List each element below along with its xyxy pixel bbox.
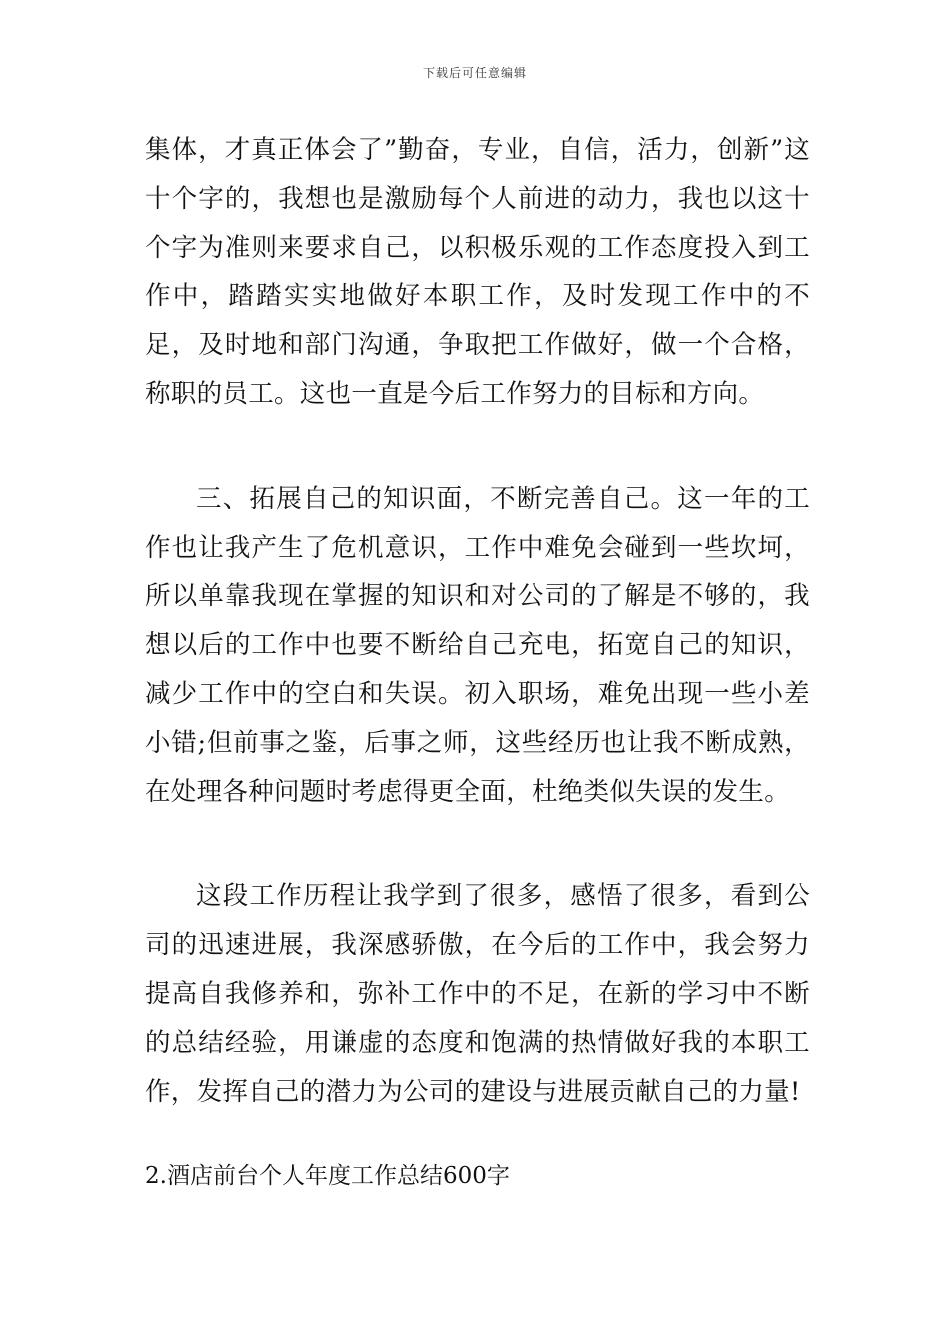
- section-heading: 2.酒店前台个人年度工作总结600字: [145, 1163, 510, 1190]
- paragraph-closing: 这段工作历程让我学到了很多，感悟了很多，看到公司的迅速进展，我深感骄傲，在今后的工作中，我会努力提高自我修养和，弥补工作中的不足，在新的学习中不断的总结经验，用谦虚的态度和饱满的热情做好我的本职工作，发挥自己的潜力为公司的建设与进展贡献自己的力量!: [145, 881, 810, 1107]
- page-header-note: 下载后可任意编辑: [422, 66, 527, 80]
- paragraph-section-three: 三、拓展自己的知识面，不断完善自己。这一年的工作也让我产生了危机意识，工作中难免会碰到一些坎坷，所以单靠我现在掌握的知识和对公司的了解是不够的，我想以后的工作中也要不断给自己充电，拓宽自己的知识，减少工作中的空白和失误。初入职场，难免出现一些小差小错;但前事之鉴，后事之师，这些经历也让我不断成熟，在处理各种问题时考虑得更全面，杜绝类似失误的发生。: [145, 483, 810, 807]
- document-body: [145, 126, 810, 1196]
- paragraph-continued: 集体，才真正体会了”勤奋，专业，自信，活力，创新”这十个字的，我想也是激励每个人前进的动力，我也以这十个字为准则来要求自己，以积极乐观的工作态度投入到工作中，踏踏实实地做好本职工作，及时发现工作中的不足，及时地和部门沟通，争取把工作做好，做一个合格，称职的员工。这也一直是今后工作努力的目标和方向。: [145, 135, 810, 409]
- paragraph-gap: [145, 419, 810, 475]
- paragraph-gap: [145, 816, 810, 872]
- paragraph-gap: [145, 1116, 810, 1156]
